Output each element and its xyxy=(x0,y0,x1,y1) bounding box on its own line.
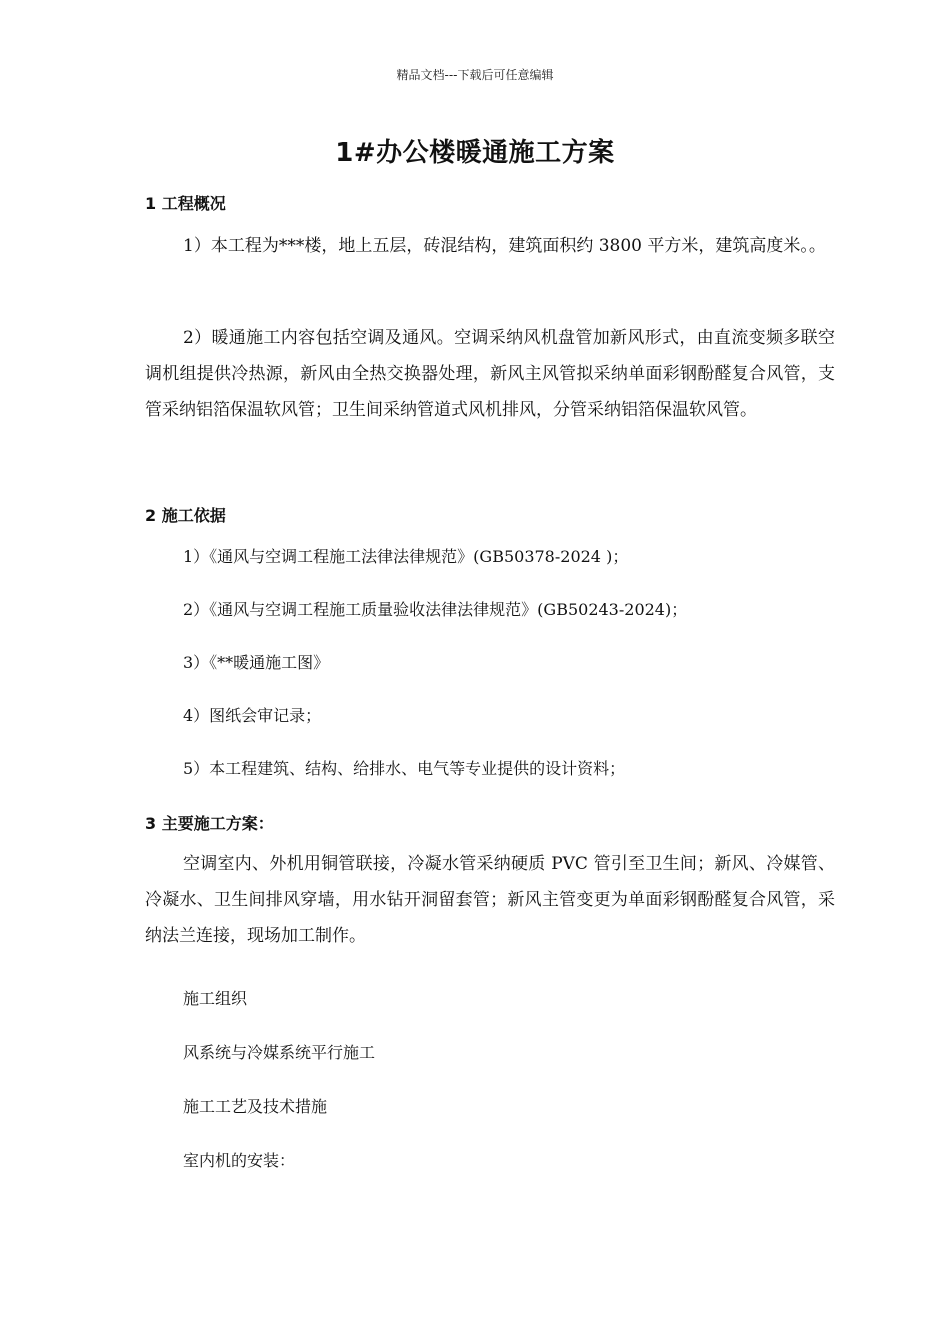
section-heading-basis: 2 施工依据 xyxy=(145,506,226,525)
basis-item-5: 5）本工程建筑、结构、给排水、电气等专业提供的设计资料； xyxy=(183,759,626,778)
section-plan-paragraph xyxy=(145,846,835,954)
plan-item-organization: 施工组织 xyxy=(183,989,248,1008)
paragraph-text: 1）本工程为***楼，地上五层，砖混结构，建筑面积约 3800 平方米，建筑高度米。。 xyxy=(183,236,826,256)
basis-item-4: 4）图纸会审记录； xyxy=(183,706,322,725)
plan-item-process: 施工工艺及技术措施 xyxy=(183,1097,328,1116)
basis-item-1: 1）《通风与空调工程施工法律法律规范》(GB50378-2024 )； xyxy=(183,547,629,566)
section-heading-plan: 3 主要施工方案： xyxy=(145,814,274,833)
basis-item-2: 2）《通风与空调工程施工质量验收法律法律规范》(GB50243-2024)； xyxy=(183,600,688,619)
section-heading-overview: 1 工程概况 xyxy=(145,194,226,213)
basis-item-3: 3）《**暖通施工图》 xyxy=(183,653,330,672)
plan-item-parallel: 风系统与冷媒系统平行施工 xyxy=(183,1043,376,1062)
section-overview-paragraph-1 xyxy=(145,228,835,264)
paragraph-text: 2）暖通施工内容包括空调及通风。空调采纳风机盘管加新风形式，由直流变频多联空调机组提供冷热源，新风由全热交换器处理，新风主风管拟采纳单面彩钢酚醛复合风管，支管采纳铝箔保温软风管；卫生间采纳管道式风机排风，分管采纳铝箔保温软风管。 xyxy=(145,328,835,420)
section-overview-paragraph-2 xyxy=(145,320,835,428)
paragraph-text: 空调室内、外机用铜管联接，冷凝水管采纳硬质 PVC 管引至卫生间；新风、冷媒管、冷凝水、卫生间排风穿墙，用水钻开洞留套管；新风主管变更为单面彩钢酚醛复合风管，采纳法兰连接，现场加工制作。 xyxy=(145,854,835,946)
plan-item-indoor-unit: 室内机的安装： xyxy=(183,1151,296,1170)
page-header: 精品文档---下载后可任意编辑 xyxy=(396,68,554,82)
document-title: 1#办公楼暖通施工方案 xyxy=(335,138,615,168)
